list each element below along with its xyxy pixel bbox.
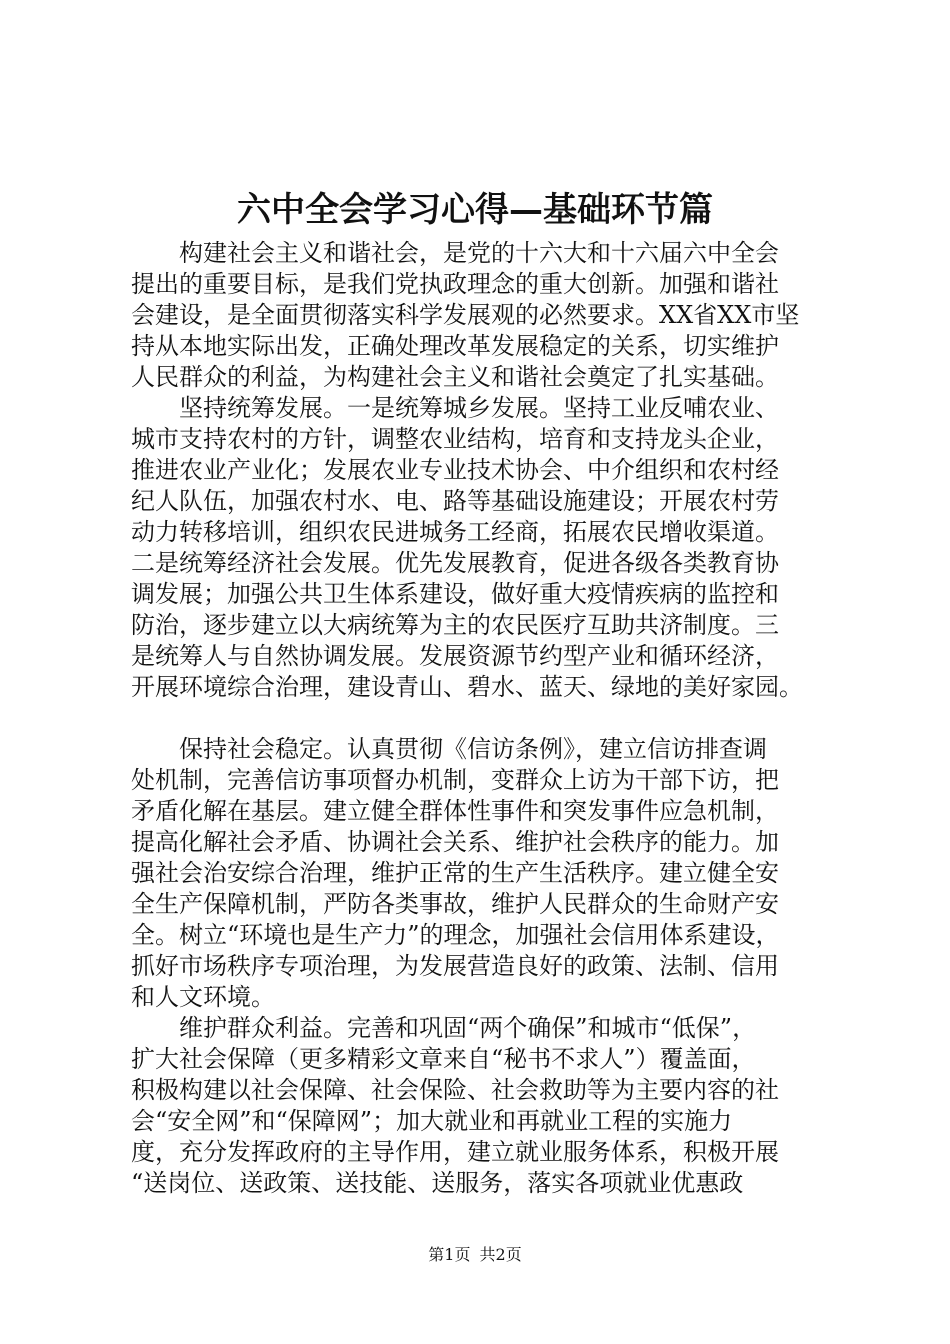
text-line: 人民群众的利益，为构建社会主义和谐社会奠定了扎实基础。 xyxy=(131,363,779,391)
text-line: 动力转移培训，组织农民进城务工经商，拓展农民增收渠道。 xyxy=(131,518,779,546)
text-line: 纪人队伍，加强农村水、电、路等基础设施建设；开展农村劳 xyxy=(131,487,779,515)
text-line: 保持社会稳定。认真贯彻《信访条例》，建立信访排查调 xyxy=(131,735,767,763)
text-line: 推进农业产业化；发展农业专业技术协会、中介组织和农村经 xyxy=(131,456,779,484)
text-line: 全。树立“环境也是生产力”的理念，加强社会信用体系建设， xyxy=(131,921,780,949)
paragraph-gap xyxy=(131,703,849,734)
text-line: 防治，逐步建立以大病统筹为主的农民医疗互助共济制度。三 xyxy=(131,611,779,639)
text-line: 和人文环境。 xyxy=(131,983,275,1011)
text-line: 持从本地实际出发，正确处理改革发展稳定的关系，切实维护 xyxy=(131,332,779,360)
text-line: 开展环境综合治理，建设青山、碧水、蓝天、绿地的美好家园。 xyxy=(131,673,803,701)
text-line: 矛盾化解在基层。建立健全群体性事件和突发事件应急机制， xyxy=(131,797,779,825)
text-line: 城市支持农村的方针，调整农业结构，培育和支持龙头企业， xyxy=(131,425,779,453)
text-line: 积极构建以社会保障、社会保险、社会救助等为主要内容的社 xyxy=(131,1076,779,1104)
text-line: 提出的重要目标，是我们党执政理念的重大创新。加强和谐社 xyxy=(131,270,779,298)
page-footer xyxy=(0,1244,950,1266)
text-line: 处机制，完善信访事项督办机制，变群众上访为干部下访，把 xyxy=(131,766,779,794)
text-line: 扩大社会保障（更多精彩文章来自“秘书不求人”）覆盖面， xyxy=(131,1045,756,1073)
text-line: 坚持统筹发展。一是统筹城乡发展。坚持工业反哺农业、 xyxy=(131,394,779,422)
text-line: 会“安全网”和“保障网”；加大就业和再就业工程的实施力 xyxy=(131,1107,733,1135)
text-line: 维护群众利益。完善和巩固“两个确保”和城市“低保”， xyxy=(131,1014,757,1042)
text-line: 调发展；加强公共卫生体系建设，做好重大疫情疾病的监控和 xyxy=(131,580,779,608)
page-current: 第1页 xyxy=(428,1245,471,1264)
text-line: 度，充分发挥政府的主导作用，建立就业服务体系，积极开展 xyxy=(131,1138,779,1166)
document-body xyxy=(131,238,849,1199)
text-line: 会建设，是全面贯彻落实科学发展观的必然要求。XX省XX市坚 xyxy=(131,301,800,329)
text-line: 是统筹人与自然协调发展。发展资源节约型产业和循环经济， xyxy=(131,642,779,670)
text-line: 抓好市场秩序专项治理，为发展营造良好的政策、法制、信用 xyxy=(131,952,779,980)
text-line: 强社会治安综合治理，维护正常的生产生活秩序。建立健全安 xyxy=(131,859,779,887)
text-line: 二是统筹经济社会发展。优先发展教育，促进各级各类教育协 xyxy=(131,549,779,577)
text-line: 提高化解社会矛盾、协调社会关系、维护社会秩序的能力。加 xyxy=(131,828,779,856)
text-line: “送岗位、送政策、送技能、送服务，落实各项就业优惠政 xyxy=(131,1169,744,1197)
text-line: 构建社会主义和谐社会，是党的十六大和十六届六中全会 xyxy=(131,239,779,267)
text-line: 全生产保障机制，严防各类事故，维护人民群众的生命财产安 xyxy=(131,890,779,918)
document-title: 六中全会学习心得—基础环节篇 xyxy=(237,190,713,230)
page-total: 共2页 xyxy=(479,1245,522,1264)
